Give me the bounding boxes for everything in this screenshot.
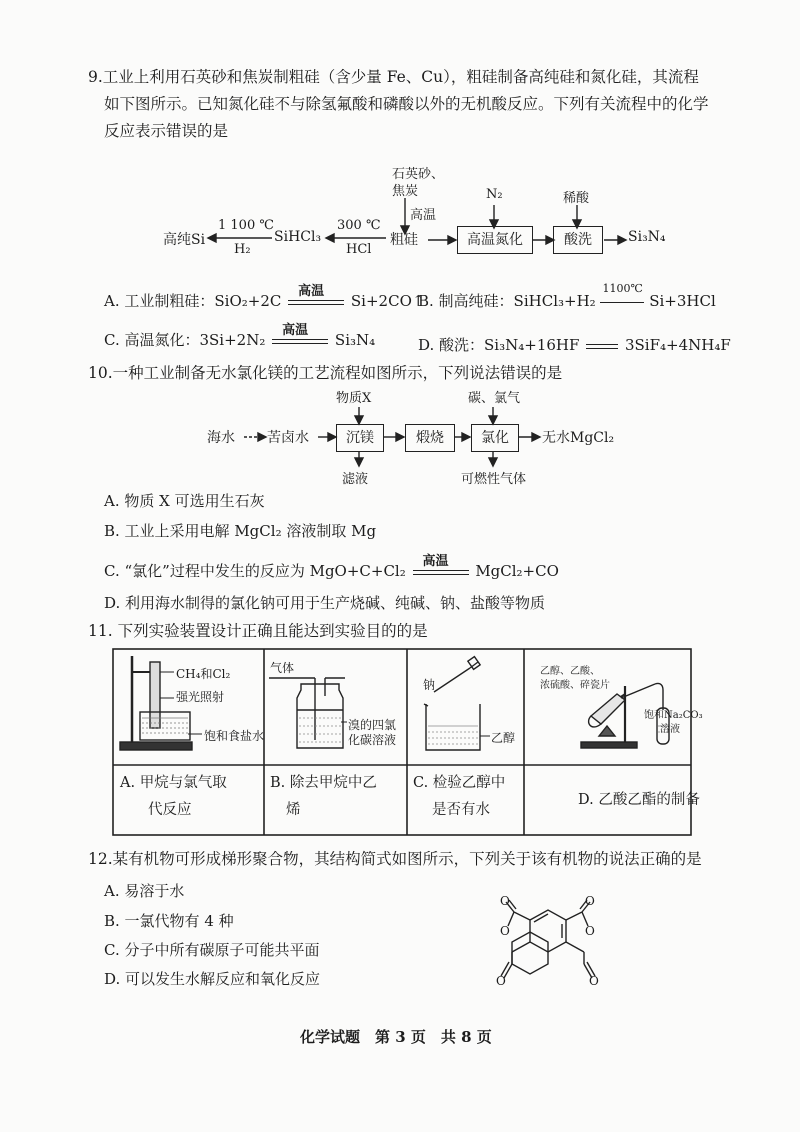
q10-optC-label: C. “氯化”过程中发生的反应为 MgO+C+Cl₂	[104, 562, 406, 580]
q12-atom-o-1: O	[500, 894, 510, 908]
q11-caption-b-line1: B. 除去甲烷中乙	[270, 775, 377, 791]
q9-optC-tail: Si₃N₄	[334, 331, 376, 349]
q12-option-c: C. 分子中所有碳原子可能共平面	[104, 941, 320, 959]
q9-hcl: HCl	[346, 242, 372, 257]
q12-atom-o-6: O	[589, 974, 599, 988]
apparatus-a-label-gases: CH₄和Cl₂	[176, 667, 231, 681]
q9-optA-label: A. 工业制粗硅：SiO₂+2C	[104, 292, 282, 310]
q12-stem: 12.某有机物可形成梯形聚合物，其结构简式如图所示，下列关于该有机物的说法正确的是	[88, 850, 702, 868]
apparatus-d-label-reagents1: 乙醇、乙酸、	[540, 666, 600, 677]
q9-h2: H₂	[234, 242, 251, 257]
apparatus-b-label-bromine2: 化碳溶液	[348, 733, 397, 747]
q9-dilute-acid: 稀酸	[563, 191, 590, 206]
apparatus-b-label-bromine1: 溴的四氯	[348, 718, 397, 732]
q9-optC-arrow: 高温	[270, 332, 330, 350]
q10-optC-tail: MgCl₂+CO	[475, 562, 559, 580]
q9-raw1: 石英砂、	[392, 167, 445, 182]
q10-filtrate: 滤液	[342, 472, 369, 487]
q12-atom-o-4: O	[585, 924, 595, 938]
q10-stem: 10.一种工业制备无水氯化镁的工艺流程如图所示，下列说法错误的是	[88, 364, 563, 382]
q10-product: 无水MgCl₂	[542, 430, 615, 446]
q11-caption-c-line1: C. 检验乙醇中	[413, 775, 506, 791]
q9-product: Si₃N₄	[628, 229, 666, 245]
q9-t1100: 1 100 ℃	[218, 218, 274, 233]
apparatus-c-label-ethanol: 乙醇	[491, 731, 516, 745]
q9-box-wash: 酸洗	[553, 226, 603, 254]
q9-optA-arrow: 高温	[286, 293, 346, 311]
q9-optB-tail: Si+3HCl	[649, 292, 716, 310]
apparatus-b-label-gas: 气体	[270, 661, 295, 675]
q10-option-d: D. 利用海水制得的氯化钠可用于生产烧碱、纯碱、钠、盐酸等物质	[104, 594, 546, 612]
q9-sihcl3: SiHCl₃	[274, 229, 322, 245]
q9-stem-line2: 如下图所示。已知氮化硅不与除氢氟酸和磷酸以外的无机酸反应。下列有关流程中的化学	[104, 95, 709, 113]
q10-c-cl: 碳、氯气	[468, 391, 521, 406]
q9-optA-tail: Si+2CO↑	[350, 292, 425, 310]
q9-raw2: 焦炭	[392, 184, 419, 199]
q12-atom-o-5: O	[496, 974, 506, 988]
q9-optD-tail: 3SiF₄+4NH₄F	[624, 336, 731, 354]
q10-seawater: 海水	[207, 430, 235, 446]
apparatus-d-label-reagents2: 浓硫酸、碎瓷片	[540, 680, 610, 691]
apparatus-c-illustration	[408, 650, 524, 764]
q11-caption-a-line1: A. 甲烷与氯气取	[120, 775, 227, 791]
q10-brine: 苦卤水	[267, 430, 309, 446]
q9-t300: 300 ℃	[337, 218, 381, 233]
q10-optC-arrow: 高温	[411, 563, 471, 581]
q9-optB-label: B. 制高纯硅：SiHCl₃+H₂	[418, 292, 596, 310]
q10-gas: 可燃性气体	[461, 472, 527, 487]
q9-optC-label: C. 高温氮化：3Si+2N₂	[104, 331, 266, 349]
q9-pure-si: 高纯Si	[163, 232, 206, 248]
q12-atom-o-3: O	[500, 924, 510, 938]
q9-box-nitride: 高温氮化	[457, 226, 533, 254]
q9-crude-si: 粗硅	[390, 232, 418, 248]
q10-box-precipitate: 沉镁	[336, 424, 384, 452]
q11-caption-d: D. 乙酸乙酯的制备	[578, 792, 700, 808]
q9-stem-line1: 9.工业上利用石英砂和焦炭制粗硅（含少量 Fe、Cu），粗硅制备高纯硅和氮化硅，其流程	[88, 68, 699, 86]
q11-stem: 11. 下列实验装置设计正确且能达到实验目的的是	[88, 622, 428, 640]
q9-n2: N₂	[486, 187, 503, 202]
q12-option-a: A. 易溶于水	[104, 882, 185, 900]
q10-x: 物质X	[336, 391, 372, 406]
q12-option-b: B. 一氯代物有 4 种	[104, 912, 234, 930]
q9-optB-arrow: 1100℃	[600, 293, 644, 311]
q12-option-d: D. 可以发生水解反应和氧化反应	[104, 970, 321, 988]
apparatus-d-label-solution2: 溶液	[660, 724, 680, 735]
q10-box-chlorinate: 氯化	[471, 424, 519, 452]
apparatus-c-label-sodium: 钠	[423, 678, 436, 692]
q10-option-b: B. 工业上采用电解 MgCl₂ 溶液制取 Mg	[104, 522, 377, 540]
q10-option-a: A. 物质 X 可选用生石灰	[104, 492, 265, 510]
q11-caption-c-line2: 是否有水	[432, 802, 490, 818]
q10-box-calcine: 煅烧	[405, 424, 455, 452]
q9-stem-line3: 反应表示错误的是	[104, 122, 229, 140]
q9-optD-label: D. 酸洗：Si₃N₄+16HF	[418, 336, 580, 354]
q11-caption-a-line2: 代反应	[148, 802, 192, 818]
q9-cond-high: 高温	[410, 208, 437, 223]
page-footer: 化学试题 第 3 页 共 8 页	[300, 1028, 492, 1046]
apparatus-d-label-solution1: 饱和Na₂CO₃	[644, 710, 703, 721]
q11-caption-b-line2: 烯	[286, 802, 301, 818]
apparatus-a-label-brine: 饱和食盐水	[204, 729, 265, 743]
q12-atom-o-2: O	[585, 894, 595, 908]
apparatus-a-label-light: 强光照射	[176, 690, 225, 704]
